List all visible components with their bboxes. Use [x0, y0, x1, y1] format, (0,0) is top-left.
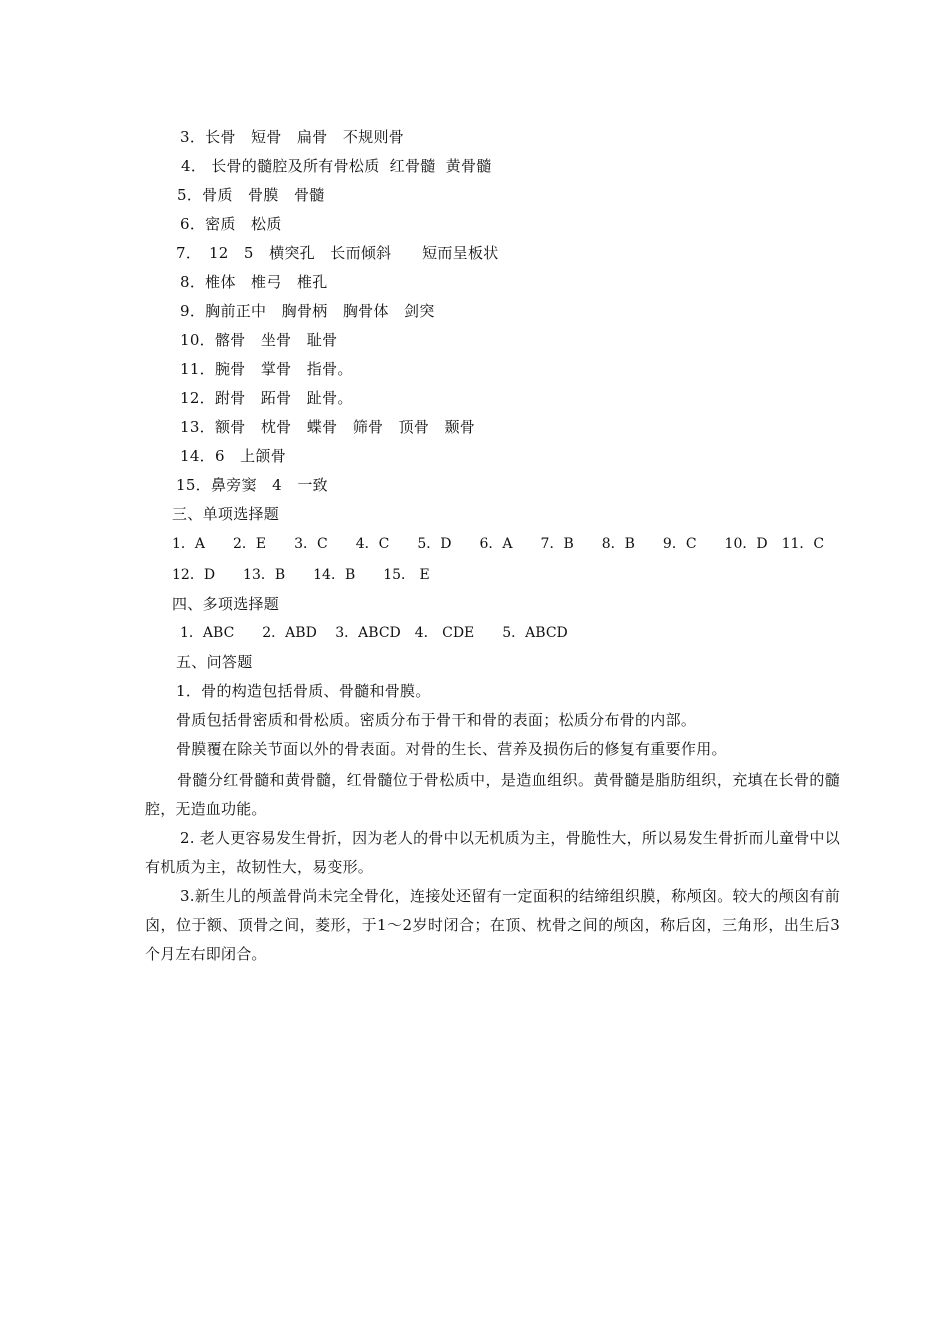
qa-3-answer: 3.新生儿的颅盖骨尚未完全骨化，连接处还留有一定面积的结缔组织膜，称颅囟。较大的颅囟有前囟，位于额、顶骨之间，菱形，于1～2岁时闭合；在顶、枕骨之间的颅囟，称后囟，三角形，出生后3个月左右即闭合。: [145, 887, 840, 963]
qa-2-answer: 2. 老人更容易发生骨折，因为老人的骨中以无机质为主，骨脆性大，所以易发生骨折而儿童骨中以有机质为主，故韧性大，易变形。: [145, 829, 840, 876]
qa-1-title: 1．骨的构造包括骨质、骨髓和骨膜。: [176, 682, 431, 700]
answer-line-11: 11．腕骨 掌骨 指骨。: [180, 360, 353, 378]
answer-line-4: 4． 长骨的髓腔及所有骨松质 红骨髓 黄骨髓: [181, 157, 492, 175]
answer-line-8: 8．椎体 椎弓 椎孔: [180, 273, 328, 291]
answer-line-9: 9．胸前正中 胸骨柄 胸骨体 剑突: [180, 302, 435, 320]
multi-choice-heading: 四、多项选择题: [172, 595, 280, 613]
answer-line-13: 13．额骨 枕骨 蝶骨 筛骨 顶骨 颞骨: [180, 418, 476, 436]
answer-line-10: 10．髂骨 坐骨 耻骨: [180, 331, 338, 349]
qa-1-paragraph-marrow: 骨髓分红骨髓和黄骨髓，红骨髓位于骨松质中，是造血组织。黄骨髓是脂肪组织，充填在长骨的髓腔，无造血功能。: [145, 771, 840, 818]
answer-line-14: 14．6 上颌骨: [180, 447, 287, 465]
qa-1-paragraph-bone-substance: 骨质包括骨密质和骨松质。密质分布于骨干和骨的表面；松质分布骨的内部。: [176, 711, 697, 729]
answer-line-12: 12．跗骨 跖骨 趾骨。: [180, 389, 353, 407]
answer-line-3: 3．长骨 短骨 扁骨 不规则骨: [180, 128, 405, 146]
multi-choice-row-1: 1．ABC 2．ABD 3．ABCD 4． CDE 5．ABCD: [180, 625, 568, 641]
single-choice-heading: 三、单项选择题: [172, 505, 280, 523]
single-choice-row-2: 12．D 13．B 14．B 15． E: [172, 567, 430, 583]
answer-line-15: 15．鼻旁窦 4 一致: [176, 476, 328, 494]
answer-line-7: 7． 12 5 横突孔 长而倾斜 短而呈板状: [176, 244, 499, 262]
answer-line-6: 6．密质 松质: [180, 215, 282, 233]
qa-1-paragraph-periosteum: 骨膜覆在除关节面以外的骨表面。对骨的生长、营养及损伤后的修复有重要作用。: [176, 740, 727, 758]
qa-heading: 五、问答题: [176, 653, 253, 671]
answer-line-5: 5．骨质 骨膜 骨髓: [177, 186, 325, 204]
single-choice-row-1: 1．A 2．E 3．C 4．C 5．D 6．A 7．B 8．B 9．C 10．D 11．C: [172, 536, 825, 552]
